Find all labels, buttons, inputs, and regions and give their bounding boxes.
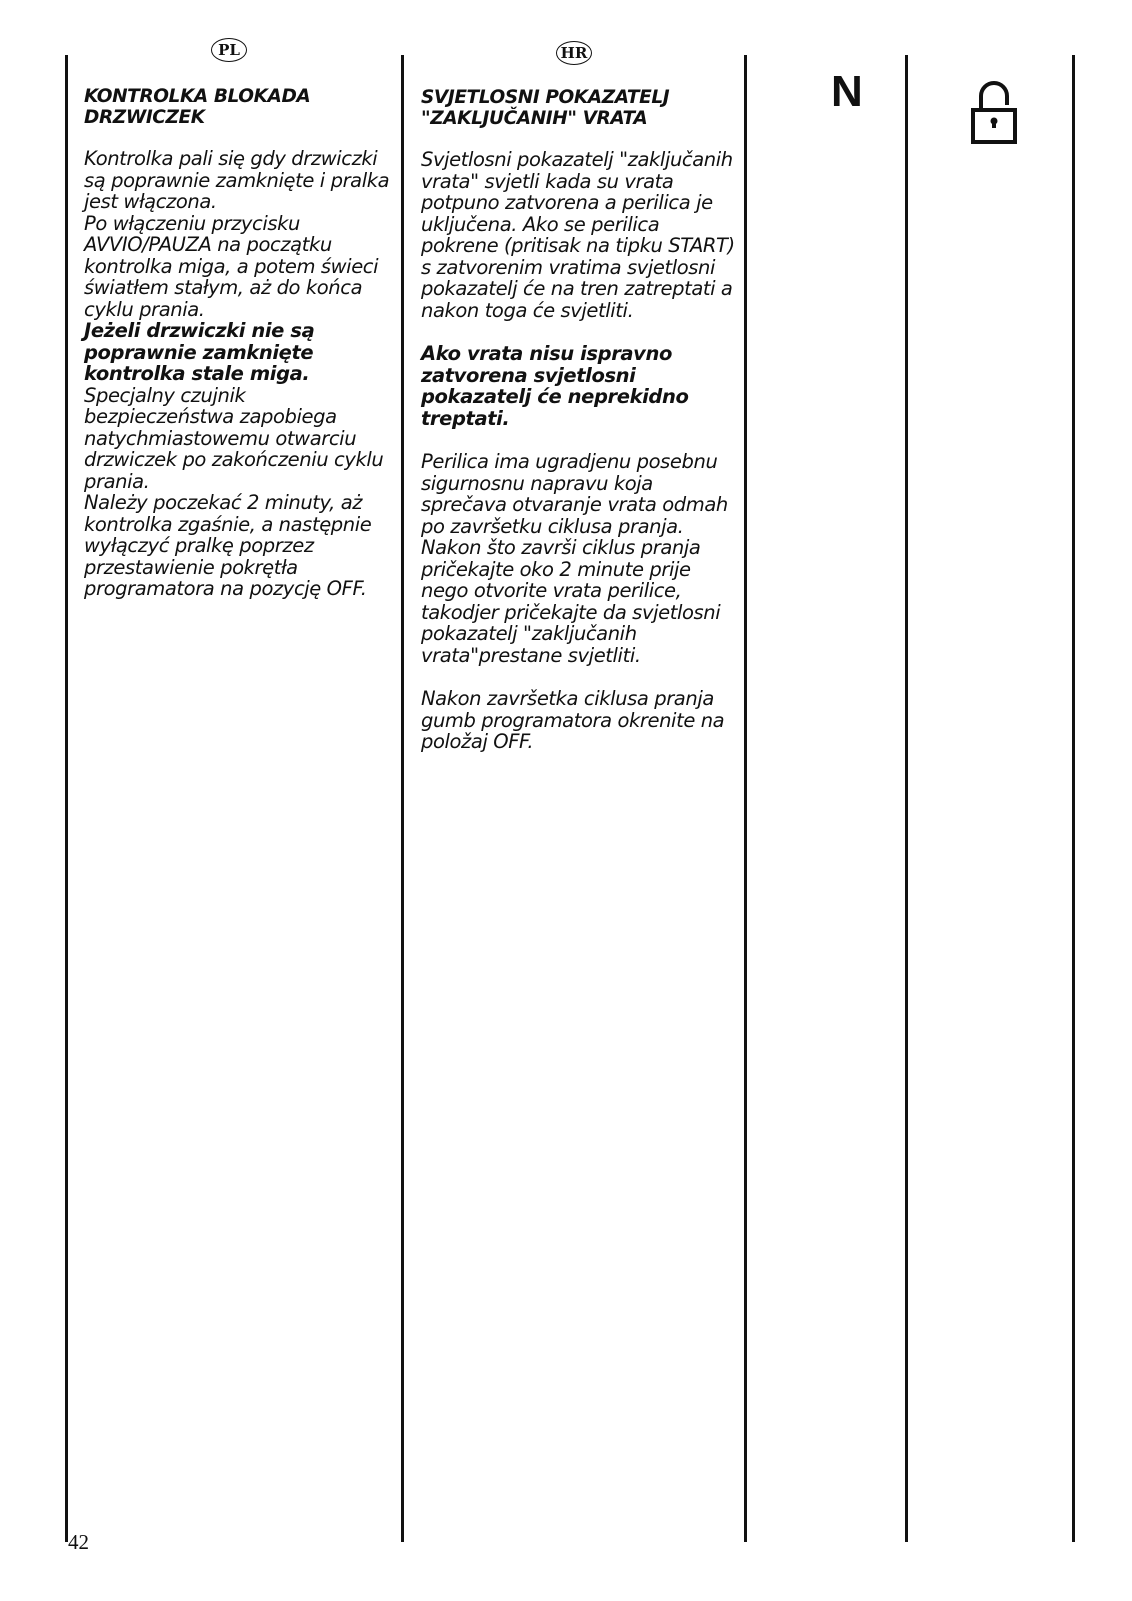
- hr-warning: Ako vrata nisu ispravno zatvorena svjetlosni pokazatelj će neprekidno treptati.: [421, 342, 689, 430]
- hr-paragraph-2: Perilica ima ugradjenu posebnu sigurnosnu napravu koja sprečava otvaranje vrata odmah po završetku ciklusa pranja. Nakon što završi ciklus pranja pričekajte oko 2 minute prije nego otvorite vrata perilice, takodjer pričekajte da svjetlosni pokazatelj "zaključanih vrata"prestane svjetliti.: [421, 450, 728, 667]
- symbol-letter: N: [831, 67, 863, 116]
- column-rule-symbol-icon: [905, 55, 908, 1542]
- pl-heading: KONTROLKA BLOKADA DRZWICZEK: [84, 86, 311, 128]
- column-rule-pl-hr: [401, 55, 404, 1542]
- column-rule-right: [1072, 55, 1075, 1542]
- column-rule-left: [65, 55, 68, 1542]
- column-rule-hr-symbol: [744, 55, 747, 1542]
- hr-heading: SVJETLOSNI POKAZATELJ "ZAKLJUČANIH" VRATA: [421, 87, 670, 129]
- pl-paragraph-1: Kontrolka pali się gdy drzwiczki są poprawnie zamknięte i pralka jest włączona.: [84, 147, 390, 213]
- hr-language-badge: HR: [556, 41, 592, 65]
- pl-language-badge: PL: [211, 38, 247, 62]
- pl-warning: Jeżeli drzwiczki nie są poprawnie zamknięte kontrolka stale miga.: [84, 319, 315, 385]
- pl-paragraph-2: Po włączeniu przycisku AVVIO/PAUZA na początku kontrolka miga, a potem świeci światłem stałym, aż do końca cyklu prania.: [84, 211, 379, 321]
- pl-paragraph-3: Specjalny czujnik bezpieczeństwa zapobiega natychmiastowemu otwarciu drzwiczek po zakończeniu cyklu prania.: [84, 383, 384, 493]
- pl-column: [84, 86, 396, 600]
- hr-paragraph-1: Svjetlosni pokazatelj "zaključanih vrata" svjetli kada su vrata potpuno zatvorena a perilica je uključena. Ako se perilica pokrene (pritisak na tipku START) s zatvorenim vratima svjetlosni pokazatelj će na tren zatreptati a nakon toga će svjetliti.: [421, 148, 735, 322]
- page-number: 42: [68, 1530, 89, 1554]
- padlock-icon: [970, 80, 1018, 151]
- hr-column: [421, 87, 739, 753]
- pl-paragraph-4: Należy poczekać 2 minuty, aż kontrolka zgaśnie, a następnie wyłączyć pralkę poprzez przestawienie pokrętła programatora na pozycję OFF.: [84, 491, 372, 600]
- hr-paragraph-3: Nakon završetka ciklusa pranja gumb programatora okrenite na položaj OFF.: [421, 687, 725, 753]
